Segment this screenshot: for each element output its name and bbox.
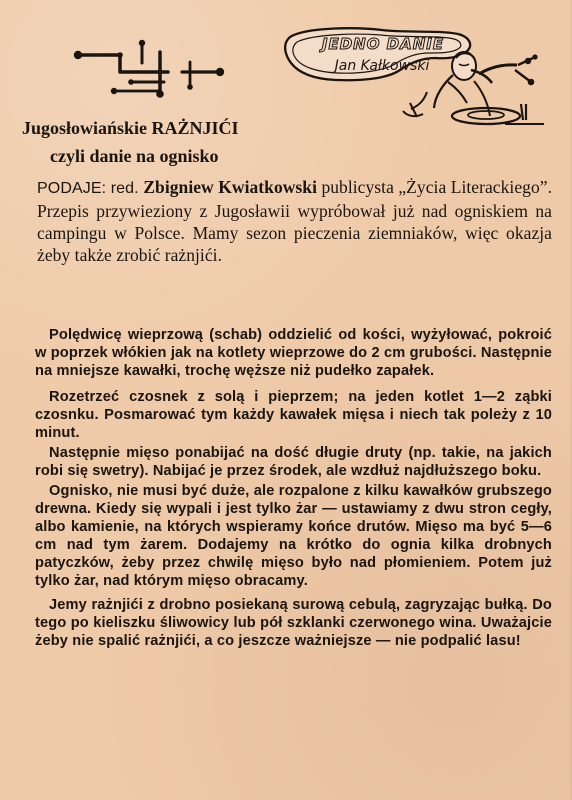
author-name: Zbigniew Kwiatkowski xyxy=(143,177,317,197)
article-title-line-2: czyli danie na ognisko xyxy=(50,146,219,166)
paragraph-skewering: Następnie mięso ponabijać na dość długie druty (np. takie, na jakich robi się swetry). Nabijać je przez środek, ale wzdłuż najdłuższego boku. xyxy=(35,445,552,479)
column-author: Jan Kałkowski xyxy=(334,58,430,74)
article-title-line-1: Jugosłowiańskie RAŻNJIĆI xyxy=(22,118,239,138)
circuit-ornament-icon xyxy=(72,37,236,100)
paragraph-fire: Ognisko, nie musi być duże, ale rozpalone z kilku kawałków grubszego drewna. Kiedy się wypali i jest tylko żar — ustawiamy z dwu stron cegły, albo kamienie, na których wspieramy końce drutów. Mięso ma być 5—6 cm nad tym żarem. Dodajemy na krótko do ognia kilka drobnych patyczków, żeby przez chwilę mięso było nad płomieniem. Potem już tylko żar, nad którym mięso obracamy. xyxy=(35,483,552,589)
lead-text: publicysta „Życia Literackiego”. Przepis przywieziony z Jugosławii wypróbował już nad ogniskiem na campingu w Polsce. Mamy sezon pieczenia ziemniaków, więc okazja żeby także zrobić rażnjići. xyxy=(37,177,552,265)
paragraph-seasoning: Rozetrzeć czosnek z solą i pieprzem; na jeden kotlet 1—2 ząbki czosnku. Posmarować tym każdy kawałek mięsa i niech tak poleży z 10 minut. xyxy=(35,389,552,441)
article-body xyxy=(35,326,552,650)
article-lead xyxy=(37,176,552,266)
lead-prefix: PODAJE: red. xyxy=(37,180,144,197)
column-title: JEDNO DANIE xyxy=(321,35,445,53)
paragraph-preparation: Polędwicę wieprzową (schab) oddzielić od kości, wyżyłować, pokroić w poprzek włókien jak na kotlety wieprzowe do 2 cm grubości. Następnie na mniejsze kawałki, trochę węższe niż pudełko zapałek. xyxy=(35,327,552,379)
paragraph-serving: Jemy rażnjići z drobno posiekaną surową cebulą, zagryzając bułką. Do tego po kieliszku śliwowicy lub pół szklanki czerwonego wina. Uważajcie żeby nie spalić rażnjići, a co jeszcze ważniejsze — nie podpalić lasu! xyxy=(35,597,552,649)
article-title xyxy=(22,114,542,170)
